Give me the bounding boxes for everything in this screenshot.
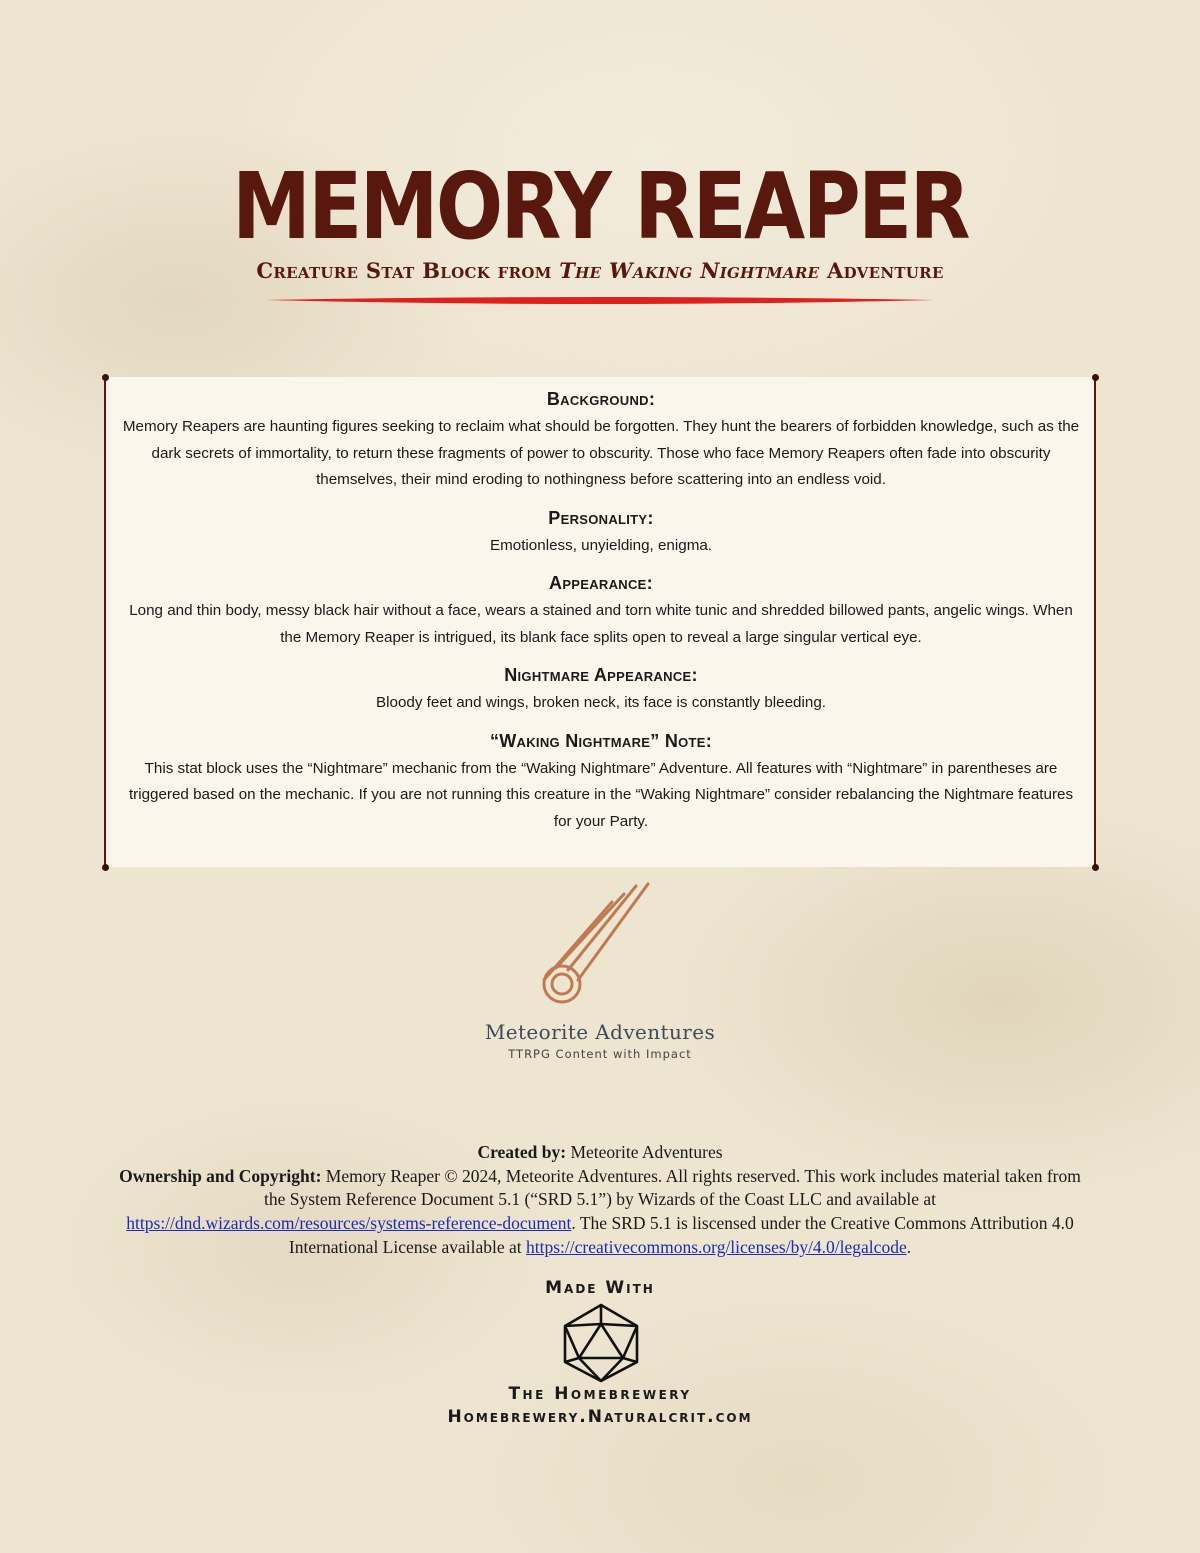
brand-logo — [0, 880, 1200, 1014]
section-nightmare-appearance — [106, 665, 1096, 717]
panel-corner-dot — [1092, 864, 1099, 871]
copyright-paragraph — [110, 1165, 1090, 1260]
license-link[interactable]: https://creativecommons.org/licenses/by/4.0/legalcode — [526, 1236, 907, 1257]
homebrewery-name: The Homebrewery — [508, 1384, 692, 1404]
ownership-label: Ownership and Copyright: — [119, 1165, 322, 1186]
section-heading: Background: — [546, 389, 656, 409]
created-by-value: Meteorite Adventures — [566, 1142, 723, 1162]
meteorite-icon — [540, 880, 660, 1010]
section-text: Emotionless, unyielding, enigma. — [489, 536, 713, 554]
subtitle-prefix: Creature Stat Block from — [256, 258, 560, 283]
section-background — [106, 389, 1096, 494]
title-divider — [265, 292, 935, 308]
panel-corner-dot — [1092, 374, 1099, 381]
panel-corner-dot — [102, 374, 109, 381]
panel-corner-dot — [102, 864, 109, 871]
made-with-label: Made With — [545, 1278, 655, 1298]
section-text: Bloody feet and wings, broken neck, its face is constantly bleeding. — [376, 694, 826, 711]
page-title: MEMORY REAPER — [232, 153, 968, 260]
section-text: Long and thin body, messy black hair without a face, wears a stained and torn white tunic and shredded billowed pants, angelic wings. When the Memory Reaper is intrigued, its blank face splits open to reveal a large singular vertical eye. — [129, 602, 1073, 646]
section-heading: Appearance: — [549, 573, 653, 593]
section-text: This stat block uses the “Nightmare” mechanic from the “Waking Nightmare” Adventure. All features with “Nightmare” in parentheses are triggered based on the mechanic. If you are not running this creature in the “Waking Nightmare” consider rebalancing the Nightmare features for your Party. — [128, 759, 1074, 830]
d20-icon — [559, 1302, 643, 1384]
homebrewery-url[interactable]: Homebrewery.Naturalcrit.com — [447, 1407, 753, 1427]
subtitle-suffix: Adventure — [819, 258, 944, 283]
section-waking-nightmare-note — [106, 731, 1096, 836]
brand-tagline: TTRPG Content with Impact — [508, 1047, 692, 1061]
description-panel — [106, 377, 1096, 867]
created-by-line — [110, 1141, 1090, 1165]
subtitle-adventure-name: The Waking Nightmare — [559, 258, 820, 283]
section-heading: Personality: — [548, 507, 654, 528]
page-subtitle — [0, 258, 1200, 283]
section-heading: “Waking Nightmare” Note: — [489, 730, 713, 751]
ownership-text: Memory Reaper © 2024, Meteorite Adventures. All rights reserved. This work includes material taken from the System Reference Document 5.1 (“SRD 5.1”) by Wizards of the Coast LLC and available at — [263, 1165, 1081, 1210]
ownership-text: . — [906, 1236, 912, 1257]
created-by-label: Created by: — [477, 1142, 567, 1162]
srd-link[interactable]: https://dnd.wizards.com/resources/systems-reference-document — [126, 1213, 572, 1234]
brand-name: Meteorite Adventures — [484, 1020, 716, 1044]
ownership-text: . The SRD 5.1 is liscensed under the Creative Commons Attribution 4.0 International License available at — [288, 1213, 1074, 1257]
section-personality — [106, 508, 1096, 560]
panel-left-border — [104, 377, 106, 867]
section-text: Memory Reapers are haunting figures seeking to reclaim what should be forgotten. They hunt the bearers of forbidden knowledge, such as the dark secrets of immortality, to return these fragments of power to obscurity. Those who face Memory Reapers often fade into obscurity themselves, their mind eroding to nothingness before scattering into an endless void. — [122, 418, 1080, 488]
panel-right-border — [1094, 377, 1096, 867]
section-heading: Nightmare Appearance: — [504, 665, 698, 685]
section-appearance — [106, 573, 1096, 651]
credits — [110, 1141, 1090, 1260]
